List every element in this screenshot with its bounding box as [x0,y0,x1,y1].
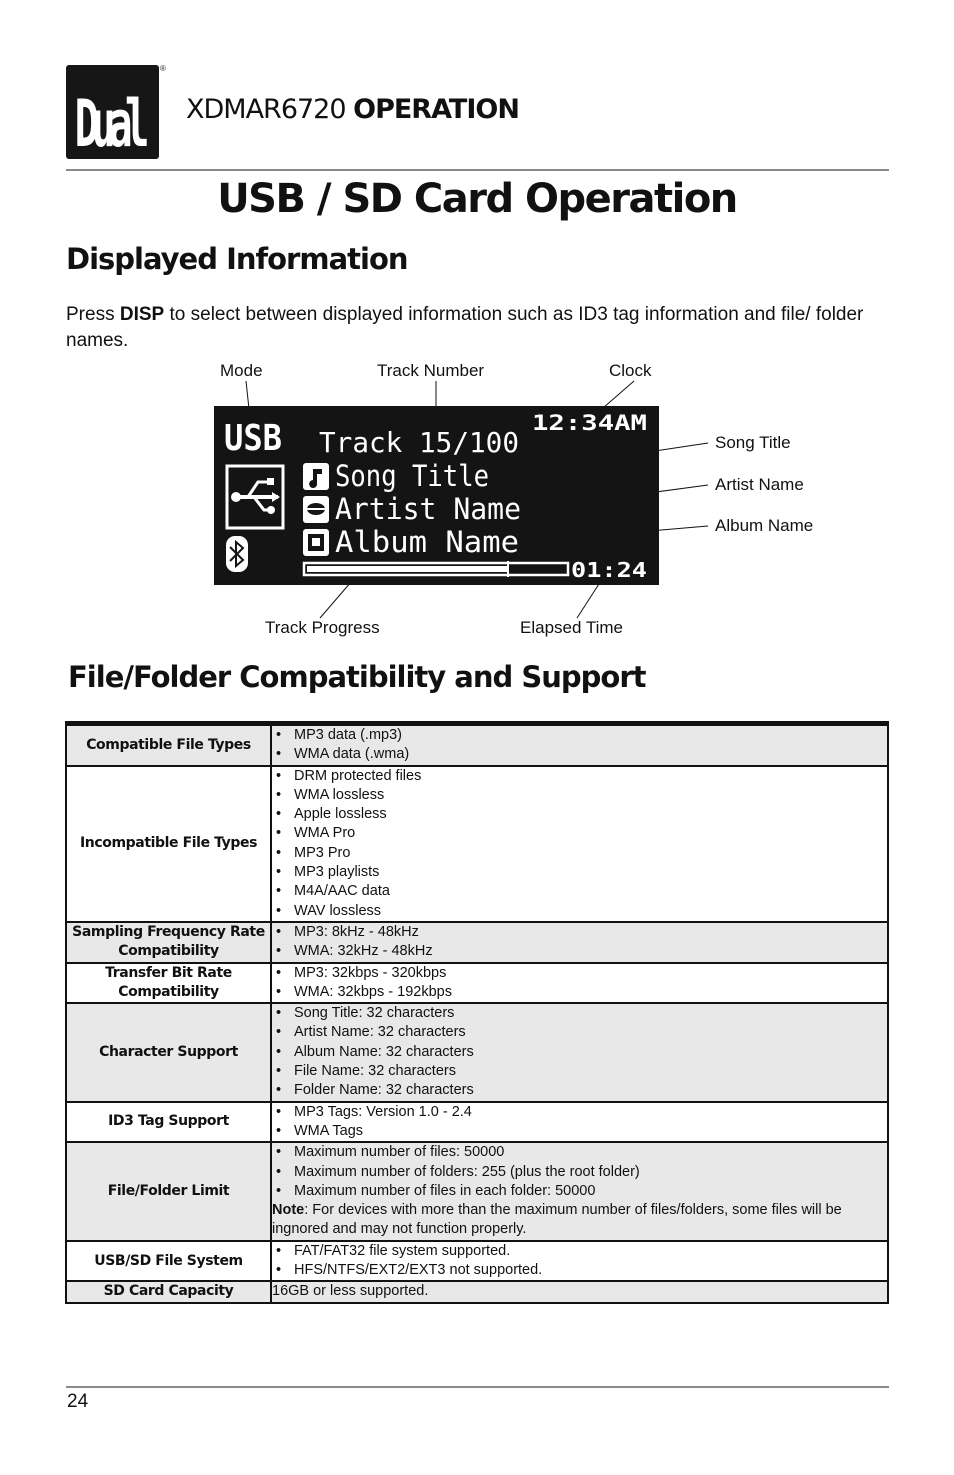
row-value: 16GB or less supported. [271,1281,888,1302]
note-label: Note [272,1202,305,1219]
callout-track-number: Track Number [377,361,485,380]
page-title: USB / SD Card Operation [217,176,737,222]
list-item: • Apple lossless [272,805,887,824]
list-item: • WMA: 32kbps - 192kbps [272,983,887,1002]
row-label: Incompatible File Types [66,766,271,922]
row-value [271,922,888,963]
list-item: • WMA: 32kHz - 48kHz [272,942,887,961]
lcd-elapsed: 01:24 [571,558,647,582]
header-model: XDMAR6720 [186,94,346,125]
row-label: ID3 Tag Support [66,1102,271,1143]
table-row [66,1241,888,1282]
footer-divider [66,1386,889,1388]
list-item: • WAV lossless [272,902,887,921]
list-item: • Maximum number of files: 50000 [272,1143,887,1162]
list-item: • Folder Name: 32 characters [272,1081,887,1100]
list-item: • WMA data (.wma) [272,745,887,764]
row-label: USB/SD File System [66,1241,271,1282]
table-row [66,724,888,766]
disp-key: DISP [119,304,165,325]
lcd-display [214,406,659,585]
intro-after: to select between displayed information such as ID3 tag information and file/ folder names. [66,304,864,351]
bluetooth-icon [226,536,248,572]
list-item: • WMA Pro [272,824,887,843]
callout-leader-lines [0,0,954,700]
row-value [271,1003,888,1101]
callout-artist-name: Artist Name [715,475,804,494]
artist-lips-icon [303,496,329,523]
list-item: • Maximum number of folders: 255 (plus the root folder) [272,1163,887,1182]
row-value [271,963,888,1004]
list-item: • Artist Name: 32 characters [272,1023,887,1042]
callout-album-name: Album Name [715,516,814,535]
callout-mode: Mode [220,361,263,380]
list-item: • Maximum number of files in each folder: 50000 [272,1182,887,1201]
lcd-clock: 12:34AM [532,411,647,435]
table-row [66,963,888,1004]
compat-table [65,721,889,1304]
list-item: • MP3 Tags: Version 1.0 - 2.4 [272,1103,887,1122]
list-item: • M4A/AAC data [272,882,887,901]
list-item: • MP3: 32kbps - 320kbps [272,964,887,983]
displayed-info-heading: Displayed Information [66,242,408,276]
header-section: OPERATION [353,94,519,125]
lcd-album: Album Name [335,525,519,559]
table-row [66,1281,888,1302]
row-label: File/Folder Limit [66,1142,271,1240]
callout-song-title: Song Title [715,433,791,452]
table-row [66,1102,888,1143]
list-item: • MP3 data (.mp3) [272,726,887,745]
list-item: • MP3 Pro [272,844,887,863]
list-item: • Album Name: 32 characters [272,1043,887,1062]
page-number: 24 [67,1391,89,1412]
lcd-mode: USB [224,418,282,459]
intro-before: Press [66,304,120,325]
lcd-artist: Artist Name [335,492,521,526]
row-label: Compatible File Types [66,724,271,766]
list-item: • HFS/NTFS/EXT2/EXT3 not supported. [272,1261,887,1280]
list-item: • File Name: 32 characters [272,1062,887,1081]
row-value [271,1102,888,1143]
callout-elapsed-time: Elapsed Time [520,618,623,637]
table-row [66,766,888,922]
table-row [66,1142,888,1240]
row-label: Transfer Bit Rate Compatibility [66,963,271,1004]
row-label: Sampling Frequency Rate Compatibility [66,922,271,963]
logo-text: Dual [74,86,150,159]
row-value [271,766,888,922]
row-value [271,1241,888,1282]
lcd-track: Track 15/100 [319,426,519,459]
compat-heading: File/Folder Compatibility and Support [68,660,646,694]
row-label: SD Card Capacity [66,1281,271,1302]
row-note [272,1201,887,1240]
callout-clock: Clock [609,361,652,380]
list-item: • WMA Tags [272,1122,887,1141]
registered-mark-icon: ® [160,64,166,73]
callout-track-progress: Track Progress [265,618,380,637]
list-item: • MP3: 8kHz - 48kHz [272,923,887,942]
row-value [271,1142,888,1240]
list-item: • FAT/FAT32 file system supported. [272,1242,887,1261]
note-text: : For devices with more than the maximum number of files/folders, some files will be ingnored and may not function properly. [272,1202,842,1238]
album-disc-icon [303,529,329,556]
table-row [66,922,888,963]
list-item: • DRM protected files [272,767,887,786]
list-item: • Song Title: 32 characters [272,1004,887,1023]
list-item: • WMA lossless [272,786,887,805]
lcd-song: Song Title [335,459,489,493]
row-value [271,724,888,766]
row-label: Character Support [66,1003,271,1101]
table-row [66,1003,888,1101]
list-item: • MP3 playlists [272,863,887,882]
music-note-icon [303,463,329,490]
